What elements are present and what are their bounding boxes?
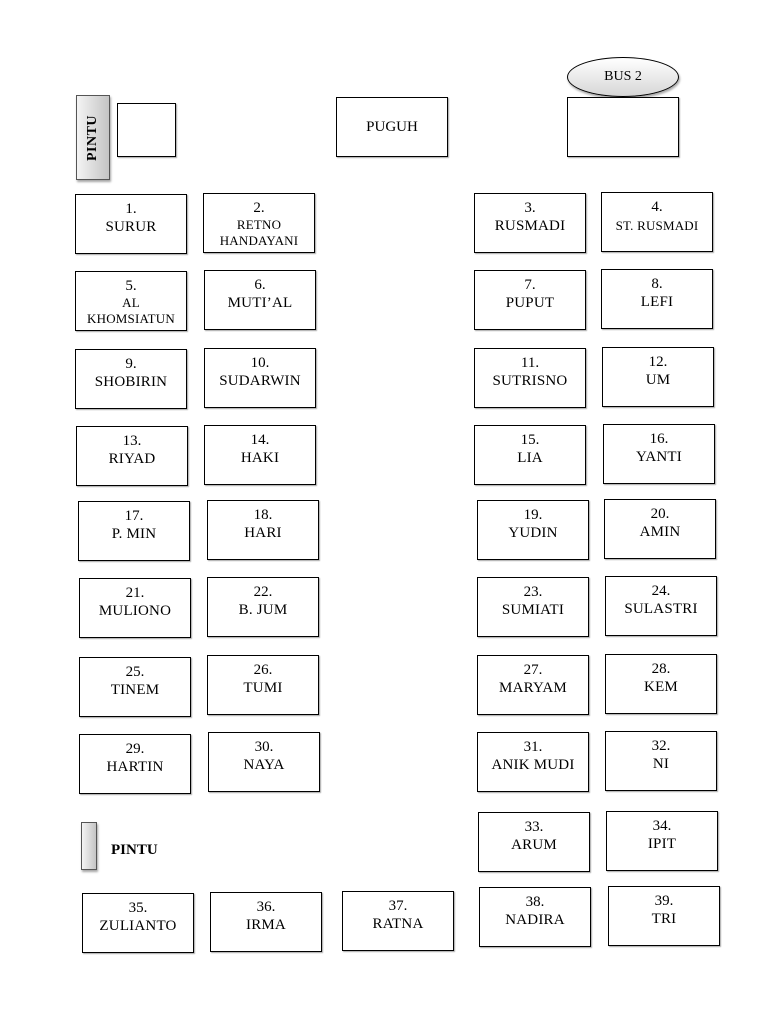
seat-name: MULIONO [98,603,172,619]
seat-number: 2. [253,200,265,216]
seat-number: 27. [523,662,543,678]
seat-33 [478,812,590,872]
seat-31 [477,732,589,792]
seat-name: LEFI [640,294,674,310]
seat-15 [474,425,586,485]
seat-21 [79,578,191,638]
seat-name: ST. RUSMADI [615,218,699,233]
seat-number: 35. [128,900,148,916]
seat-name: YANTI [636,449,682,465]
seat-name: P. MIN [111,526,157,542]
seat-3 [474,193,586,253]
seat-number: 23. [523,584,543,600]
empty-front-seat [117,103,176,157]
seat-22 [207,577,319,637]
seat-name: TRI [651,911,677,927]
seat-26 [207,655,319,715]
seat-name: IRMA [246,917,286,933]
seat-32 [605,731,717,791]
seat-number: 32. [651,738,671,754]
seat-name: HAKI [240,450,280,466]
seat-11 [474,348,586,408]
seat-8 [601,269,713,329]
seat-18 [207,500,319,560]
seat-number: 36. [256,899,276,915]
seat-number: 26. [253,662,273,678]
seat-number: 5. [125,278,137,294]
seat-17 [78,501,190,561]
seat-29 [79,734,191,794]
seat-number: 25. [125,664,145,680]
seat-name: LIA [517,450,543,466]
seat-number: 24. [651,583,671,599]
seat-name: IPIT [647,836,677,852]
seat-name: B. JUM [238,602,288,618]
seat-number: 34. [652,818,672,834]
seat-4 [601,192,713,252]
rear-door-label: PINTU [111,842,158,858]
seat-25 [79,657,191,717]
seat-name: SUMIATI [501,602,565,618]
seat-name: HARTIN [106,759,164,775]
seat-number: 13. [122,433,142,449]
seat-39 [608,886,720,946]
seat-number: 18. [253,507,273,523]
seat-35 [82,893,194,953]
seat-name: SURUR [105,219,157,235]
seat-number: 39. [654,893,674,909]
bus-label: BUS 2 [567,57,679,97]
seat-12 [602,347,714,407]
seat-9 [75,349,187,409]
seat-20 [604,499,716,559]
seat-24 [605,576,717,636]
seat-7 [474,270,586,330]
seat-name: MARYAM [499,680,567,696]
seat-30 [208,732,320,792]
seat-name: YUDIN [508,525,558,541]
seat-name: RIYAD [108,451,156,467]
front-door [76,95,110,180]
front-door-label: PINTU [85,114,100,161]
seat-number: 8. [651,276,663,292]
rear-door [81,822,97,870]
seat-1 [75,194,187,254]
seat-name: AMIN [639,524,681,540]
seat-number: 21. [125,585,145,601]
seat-name: UM [645,372,671,388]
seat-number: 33. [524,819,544,835]
seat-name: ZULIANTO [99,918,177,934]
seat-number: 29. [125,741,145,757]
seat-13 [76,426,188,486]
seat-name: NADIRA [505,912,565,928]
seat-10 [204,348,316,408]
seat-name: MUTI’AL [227,295,293,311]
seat-number: 22. [253,584,273,600]
seat-number: 19. [523,507,543,523]
seat-name: ANIK MUDI [491,757,575,773]
seat-number: 11. [520,355,540,371]
seat-name: KEM [644,679,678,695]
seat-name: AL KHOMSIATUN [87,295,175,326]
seat-name: SUDARWIN [219,373,301,389]
seat-name: NI [652,756,670,772]
seat-number: 14. [250,432,270,448]
seat-34 [606,811,718,871]
seat-number: 17. [124,508,144,524]
seat-16 [603,424,715,484]
empty-front-right-box [567,97,679,157]
seat-number: 31. [523,739,543,755]
seat-name: TUMI [243,680,283,696]
seat-27 [477,655,589,715]
seat-name: SUTRISNO [492,373,568,389]
seat-name: RATNA [372,916,424,932]
seat-number: 28. [651,661,671,677]
seat-number: 10. [250,355,270,371]
seat-name: PUPUT [505,295,555,311]
seat-number: 15. [520,432,540,448]
seat-name: SHOBIRIN [94,374,168,390]
seat-number: 16. [649,431,669,447]
seat-number: 7. [524,277,536,293]
seat-23 [477,577,589,637]
seat-name: SULASTRI [624,601,698,617]
seat-5 [75,271,187,331]
seat-number: 20. [650,506,670,522]
seat-28 [605,654,717,714]
seat-name: ARUM [511,837,557,853]
seat-number: 37. [388,898,408,914]
seat-number: 4. [651,199,663,215]
seat-number: 1. [125,201,137,217]
seat-number: 6. [254,277,266,293]
seat-number: 12. [648,354,668,370]
seat-36 [210,892,322,952]
seat-number: 9. [125,356,137,372]
seat-name: RUSMADI [494,218,566,234]
seat-19 [477,500,589,560]
seat-number: 3. [524,200,536,216]
seat-name: HARI [244,525,282,541]
seat-number: 30. [254,739,274,755]
driver-seat: PUGUH [336,97,448,157]
seat-37 [342,891,454,951]
seat-2 [203,193,315,253]
seat-14 [204,425,316,485]
seat-name: TINEM [110,682,160,698]
seat-38 [479,887,591,947]
seat-name: NAYA [243,757,285,773]
seat-number: 38. [525,894,545,910]
seat-name: RETNO HANDAYANI [219,217,299,248]
seat-6 [204,270,316,330]
